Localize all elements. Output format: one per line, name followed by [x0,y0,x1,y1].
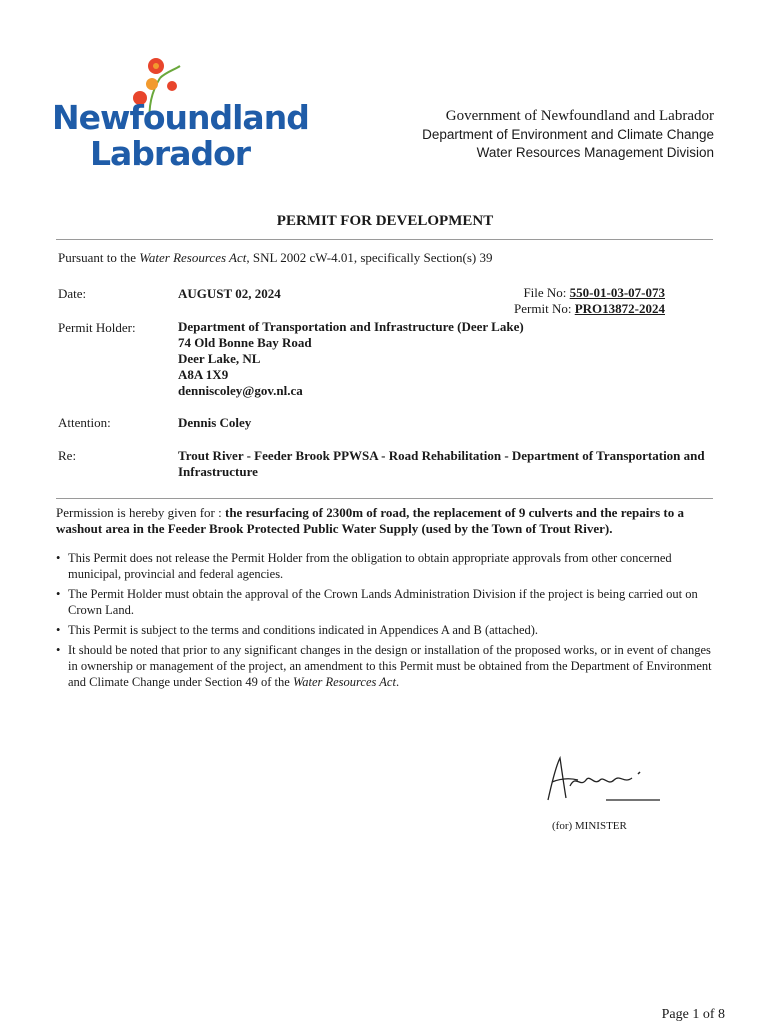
list-item [56,550,716,582]
date-value: AUGUST 02, 2024 [178,286,281,301]
holder-email: denniscoley@gov.nl.ca [178,383,303,398]
condition-act-name: Water Resources Act [292,675,396,689]
permit-number-label: Permit No: [514,301,575,316]
date-label: Date: [58,286,87,301]
file-number-label: File No: [523,285,570,300]
permission-statement [56,505,706,537]
condition-text: This Permit is subject to the terms and conditions indicated in Appendices A and B (attached). [68,623,539,637]
logo-text-newfoundland: Newfoundland [52,98,309,137]
permit-number: PRO13872-2024 [574,301,665,316]
permit-number-row [514,301,665,317]
government-name: Government of Newfoundland and Labrador [445,108,714,124]
holder-name: Department of Transportation and Infrastructure (Deer Lake) [178,319,524,334]
permit-title: PERMIT FOR DEVELOPMENT [276,213,494,229]
nl-logo [52,56,309,176]
bullet-icon: • [56,623,61,637]
permit-holder-label: Permit Holder: [58,320,136,335]
minister-signature [540,752,665,807]
logo-text-labrador: Labrador [90,134,251,173]
bullet-icon: • [56,587,61,601]
permit-holder-address [178,319,524,399]
attention-label: Attention: [58,415,111,430]
statute-act: Water Resources Act [139,250,247,265]
government-header [422,106,714,162]
condition-text: This Permit does not release the Permit Holder from the obligation to obtain appropriate approvals from other concerned municipal, provincial and federal agencies. [68,551,672,581]
holder-street: 74 Old Bonne Bay Road [178,335,312,350]
list-item [56,586,716,618]
condition-text: It should be noted that prior to any significant changes in the design or installation of the proposed works, or in event of changes in ownership or management of the project, an amendment to this Permit must be obtained from the Department of Environment and Climate Change under Section 49 of the [68,643,712,689]
re-value: Trout River - Feeder Brook PPWSA - Road Rehabilitation - Department of Transportation and Infrastructure [178,448,705,479]
page-number: Page 1 of 8 [661,1007,725,1022]
permission-prefix: Permission is hereby given for : [56,505,225,520]
statute-suffix: , SNL 2002 cW-4.01, specifically Section(s) 39 [246,250,493,265]
signature-label: (for) MINISTER [552,820,627,832]
conditions-list [56,550,716,694]
list-item [56,622,716,638]
permission-scope: the resurfacing of 2300m of road, the replacement of 9 culverts and the repairs to a washout area in the Feeder Brook Protected Public Water Supply (used by the Town of Trout River). [56,505,685,536]
division-name: Water Resources Management Division [476,145,714,160]
attention-value: Dennis Coley [178,415,252,430]
holder-city: Deer Lake, NL [178,351,261,366]
holder-postal-code: A8A 1X9 [178,367,229,382]
bullet-icon: • [56,643,61,657]
condition-end: . [395,675,400,689]
file-number: 550-01-03-07-073 [569,285,665,300]
file-number-row [514,285,665,301]
condition-text: The Permit Holder must obtain the approval of the Crown Lands Administration Division if the project is being carried out on Crown Land. [68,587,698,617]
department-name: Department of Environment and Climate Change [422,127,714,142]
divider [56,498,713,499]
file-info [514,285,665,317]
divider [56,239,713,240]
list-item [56,642,716,690]
re-label: Re: [58,448,77,463]
bullet-icon: • [56,551,61,565]
statute-prefix: Pursuant to the [58,250,140,265]
statute-reference [58,250,492,266]
